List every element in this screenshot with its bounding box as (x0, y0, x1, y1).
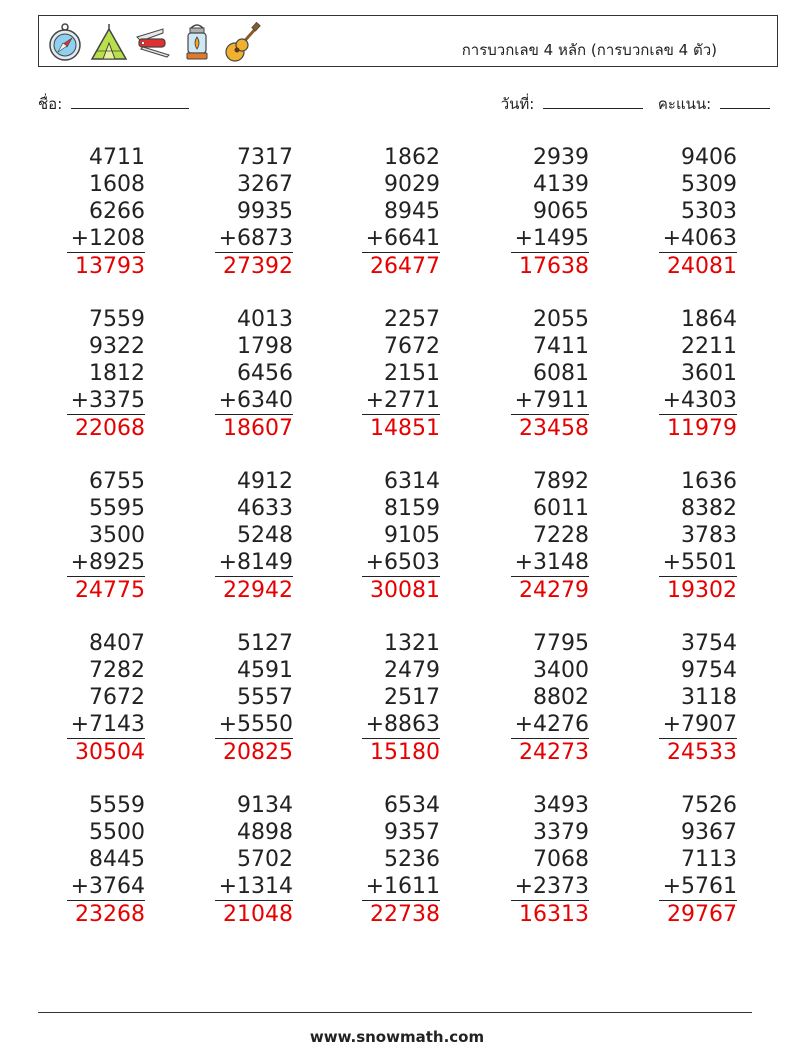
answer: 30081 (370, 578, 440, 603)
addition-problem (340, 630, 440, 766)
addend: 5127 (237, 631, 293, 656)
addend: 5309 (681, 172, 737, 197)
addend-with-plus: +2373 (511, 873, 589, 901)
addend: 9105 (384, 523, 440, 548)
addend: 7282 (89, 658, 145, 683)
addend: 7672 (89, 685, 145, 710)
addend: 8945 (384, 199, 440, 224)
addend: 3400 (533, 658, 589, 683)
addend: 7892 (533, 469, 589, 494)
addend: 1862 (384, 145, 440, 170)
addend: 7068 (533, 847, 589, 872)
answer: 24775 (75, 578, 145, 603)
addend: 2257 (384, 307, 440, 332)
addend-with-plus: +6873 (215, 225, 293, 253)
addend: 2479 (384, 658, 440, 683)
worksheet-title: การบวกเลข 4 หลัก (การบวกเลข 4 ตัว) (461, 41, 717, 59)
name-blank[interactable] (71, 96, 189, 109)
addend-with-plus: +5550 (215, 711, 293, 739)
date-score-fields (501, 92, 770, 116)
addend-with-plus: +4063 (659, 225, 737, 253)
addition-problem (45, 468, 145, 604)
date-label: วันที่: (500, 95, 535, 113)
guitar-icon (221, 21, 261, 63)
compass-icon (45, 21, 85, 63)
addend-with-plus: +6503 (362, 549, 440, 577)
addend-with-plus: +2771 (362, 387, 440, 415)
addend-with-plus: +1495 (511, 225, 589, 253)
addend: 9754 (681, 658, 737, 683)
addend: 7317 (237, 145, 293, 170)
addition-problem (489, 630, 589, 766)
addend: 2211 (681, 334, 737, 359)
addend: 3118 (681, 685, 737, 710)
addend: 4633 (237, 496, 293, 521)
answer: 13793 (75, 254, 145, 279)
addend: 5702 (237, 847, 293, 872)
answer: 20825 (223, 740, 293, 765)
name-label: ชื่อ: (38, 95, 63, 113)
addend: 8407 (89, 631, 145, 656)
addition-problem (637, 306, 737, 442)
addition-problem (637, 144, 737, 280)
answer: 19302 (667, 578, 737, 603)
addend: 4139 (533, 172, 589, 197)
answer: 26477 (370, 254, 440, 279)
addition-problem (340, 306, 440, 442)
addend: 4898 (237, 820, 293, 845)
addend: 3267 (237, 172, 293, 197)
addend: 3783 (681, 523, 737, 548)
addend: 5236 (384, 847, 440, 872)
addend-with-plus: +6641 (362, 225, 440, 253)
addend: 4013 (237, 307, 293, 332)
addition-problem (340, 144, 440, 280)
answer: 24273 (519, 740, 589, 765)
addition-problem (340, 468, 440, 604)
answer: 23458 (519, 416, 589, 441)
addend-with-plus: +6340 (215, 387, 293, 415)
addend-with-plus: +3148 (511, 549, 589, 577)
lantern-icon (177, 21, 217, 63)
addend: 8445 (89, 847, 145, 872)
addend: 2055 (533, 307, 589, 332)
addend: 5559 (89, 793, 145, 818)
addend: 8382 (681, 496, 737, 521)
addition-problem (45, 144, 145, 280)
addend: 5595 (89, 496, 145, 521)
addend: 6314 (384, 469, 440, 494)
addend: 6755 (89, 469, 145, 494)
addend: 3493 (533, 793, 589, 818)
pocket-knife-icon (133, 21, 173, 63)
addend: 9029 (384, 172, 440, 197)
answer: 24279 (519, 578, 589, 603)
answer: 22942 (223, 578, 293, 603)
addend-with-plus: +5501 (659, 549, 737, 577)
answer: 22068 (75, 416, 145, 441)
addition-problem (45, 630, 145, 766)
addend-with-plus: +7143 (67, 711, 145, 739)
answer: 27392 (223, 254, 293, 279)
addend: 5303 (681, 199, 737, 224)
addend: 7228 (533, 523, 589, 548)
addend-with-plus: +7911 (511, 387, 589, 415)
addend: 9322 (89, 334, 145, 359)
addend-with-plus: +3764 (67, 873, 145, 901)
addition-problem (489, 144, 589, 280)
addition-problem (193, 306, 293, 442)
answer: 29767 (667, 902, 737, 927)
addend: 5557 (237, 685, 293, 710)
addend: 4711 (89, 145, 145, 170)
addend: 7672 (384, 334, 440, 359)
addition-problem (489, 792, 589, 928)
addend: 3500 (89, 523, 145, 548)
footer-divider (38, 1012, 752, 1013)
addend: 8159 (384, 496, 440, 521)
addend: 7559 (89, 307, 145, 332)
addend-with-plus: +8149 (215, 549, 293, 577)
addend: 9935 (237, 199, 293, 224)
worksheet-header (38, 15, 778, 67)
answer: 24081 (667, 254, 737, 279)
addend: 4912 (237, 469, 293, 494)
answer: 11979 (667, 416, 737, 441)
addend: 9406 (681, 145, 737, 170)
addend: 7411 (533, 334, 589, 359)
addend: 6534 (384, 793, 440, 818)
addend: 1321 (384, 631, 440, 656)
addend-with-plus: +1208 (67, 225, 145, 253)
addend: 3754 (681, 631, 737, 656)
footer-website: www.snowmath.com (309, 1028, 485, 1046)
addend: 4591 (237, 658, 293, 683)
addend: 1608 (89, 172, 145, 197)
addend-with-plus: +1314 (215, 873, 293, 901)
addition-problem (637, 792, 737, 928)
addend-with-plus: +4276 (511, 711, 589, 739)
addition-problem (193, 792, 293, 928)
score-blank[interactable] (720, 96, 770, 109)
addend: 1864 (681, 307, 737, 332)
addend: 2151 (384, 361, 440, 386)
answer: 24533 (667, 740, 737, 765)
addition-problem (193, 144, 293, 280)
addend: 9134 (237, 793, 293, 818)
addend: 5248 (237, 523, 293, 548)
addend-with-plus: +8925 (67, 549, 145, 577)
addend: 7526 (681, 793, 737, 818)
answer: 23268 (75, 902, 145, 927)
answer: 15180 (370, 740, 440, 765)
answer: 16313 (519, 902, 589, 927)
addition-problem (489, 306, 589, 442)
answer: 14851 (370, 416, 440, 441)
addend: 5500 (89, 820, 145, 845)
addition-problem (340, 792, 440, 928)
addend: 9065 (533, 199, 589, 224)
header-icons (45, 21, 261, 65)
addend: 2939 (533, 145, 589, 170)
addend-with-plus: +7907 (659, 711, 737, 739)
addend: 9357 (384, 820, 440, 845)
addition-problem (637, 468, 737, 604)
addition-problem (489, 468, 589, 604)
addend-with-plus: +1611 (362, 873, 440, 901)
addition-problem (45, 306, 145, 442)
addend: 6456 (237, 361, 293, 386)
addition-problem (637, 630, 737, 766)
addend-with-plus: +4303 (659, 387, 737, 415)
addend: 1798 (237, 334, 293, 359)
addend: 6011 (533, 496, 589, 521)
addend: 2517 (384, 685, 440, 710)
addend: 1812 (89, 361, 145, 386)
answer: 17638 (519, 254, 589, 279)
name-field (38, 92, 189, 116)
addend: 8802 (533, 685, 589, 710)
addend: 1636 (681, 469, 737, 494)
addend: 3379 (533, 820, 589, 845)
answer: 22738 (370, 902, 440, 927)
addend: 3601 (681, 361, 737, 386)
addition-problem (193, 630, 293, 766)
addend: 9367 (681, 820, 737, 845)
addition-problem (45, 792, 145, 928)
date-blank[interactable] (543, 96, 643, 109)
addition-problem (193, 468, 293, 604)
tent-icon (89, 21, 129, 63)
answer: 21048 (223, 902, 293, 927)
addend: 6081 (533, 361, 589, 386)
score-label: คะแนน: (657, 95, 712, 113)
addend: 7113 (681, 847, 737, 872)
addend: 7795 (533, 631, 589, 656)
answer: 30504 (75, 740, 145, 765)
addend-with-plus: +8863 (362, 711, 440, 739)
answer: 18607 (223, 416, 293, 441)
addend-with-plus: +5761 (659, 873, 737, 901)
addend: 6266 (89, 199, 145, 224)
addend-with-plus: +3375 (67, 387, 145, 415)
